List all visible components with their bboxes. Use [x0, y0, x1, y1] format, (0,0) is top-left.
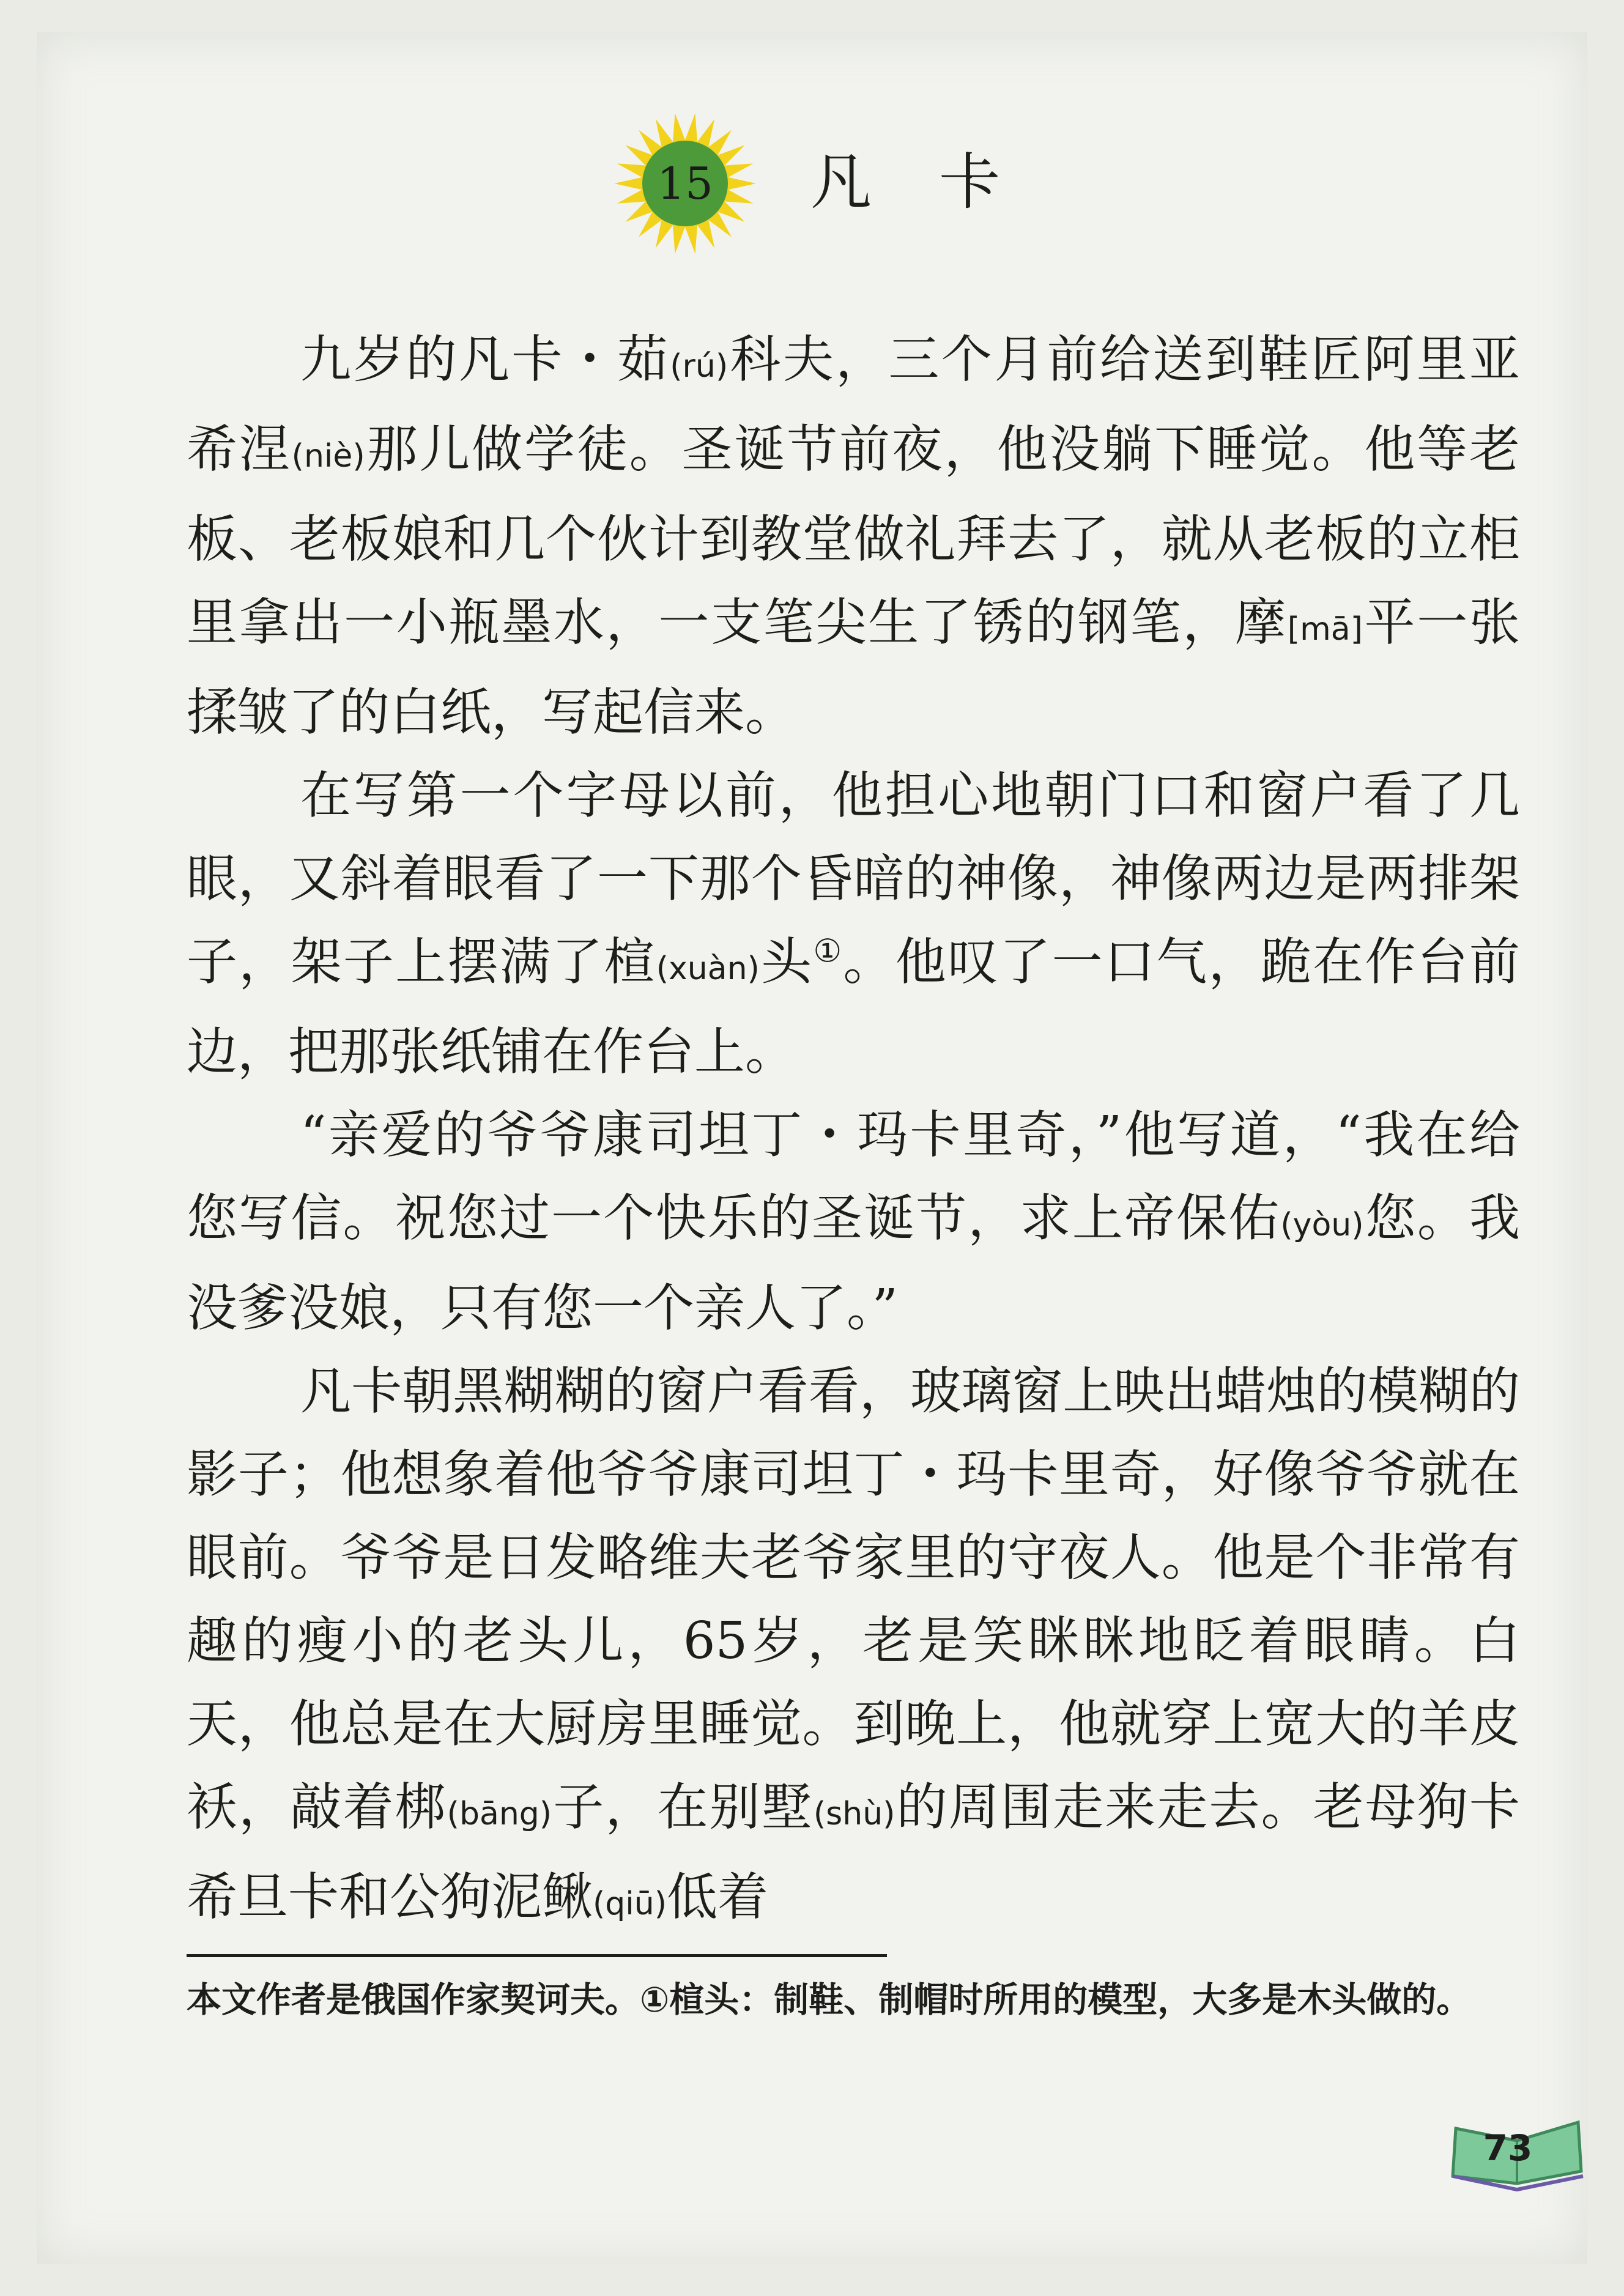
paragraph: [187, 318, 1520, 754]
text-run: 那儿做学徒。圣诞节前夜，他没躺下睡觉。他等老板、老板娘和几个伙计到教堂做礼拜去了，就从老板的立柜里拿出一小瓶墨水，一支笔尖生了锈的钢笔，摩: [187, 420, 1521, 652]
text-run: 在写第一个字母以前，他担心地朝门口和窗户看了几眼，又斜着眼看了一下那个昏暗的神像，神像两边是两排架子，架子上摆满了楦: [187, 766, 1520, 991]
body-text: [187, 318, 1520, 1946]
text-run: 头: [759, 932, 814, 991]
text-run: 平一张揉皱了的白纸，写起信来。: [187, 593, 1521, 742]
paragraph: [187, 1094, 1520, 1350]
text-run: 九岁的凡卡・茹: [300, 330, 670, 389]
footnote-divider: [187, 1954, 887, 1957]
page-number: 73: [1483, 2127, 1533, 2169]
sunflower-icon: [612, 110, 758, 257]
pinyin-annotation: (rú): [670, 348, 729, 385]
lesson-header: [612, 110, 1101, 257]
text-run: 。他叹了一口气，跪在作台前边，把那张纸铺在作台上。: [187, 932, 1521, 1081]
text-run: 科夫，三个月前给送到鞋匠阿里亚希涅: [187, 330, 1521, 479]
text-run: 凡卡朝黑糊糊的窗户看看，玻璃窗上映出蜡烛的模糊的影子；他想象着他爷爷康司坦丁・玛卡里奇，好像爷爷就在眼前。爷爷是日发略维夫老爷家里的守夜人。他是个非常有趣的瘦小的老头儿，65岁，老是笑眯眯地眨着眼睛。白天，他总是在大厨房里睡觉。到晚上，他就穿上宽大的羊皮袄，敲着梆: [187, 1361, 1520, 1837]
paragraph: [187, 1350, 1520, 1946]
text-run: 低着: [667, 1867, 768, 1927]
text-run: 子，在别墅: [552, 1777, 814, 1837]
pinyin-annotation: (xuàn): [656, 950, 760, 987]
paragraph: [187, 754, 1520, 1094]
footnote: 本文作者是俄国作家契诃夫。①楦头：制鞋、制帽时所用的模型，大多是木头做的。: [187, 1980, 1472, 2020]
pinyin-annotation: (niè): [291, 438, 365, 475]
pinyin-annotation: (qiū): [593, 1886, 667, 1922]
pinyin-annotation: (shù): [813, 1796, 895, 1832]
lesson-number: 15: [657, 158, 713, 209]
text-run: 的周围走来走去。老母狗卡希旦卡和公狗泥鳅: [187, 1777, 1521, 1927]
text-run: “亲爱的爷爷康司坦丁・玛卡里奇，”他写道，“我在给您写信。祝您过一个快乐的圣诞节，求上帝保佑: [187, 1105, 1520, 1248]
text-run: 您。我没爹没娘，只有您一个亲人了。”: [187, 1188, 1520, 1338]
lesson-title: 凡卡: [810, 146, 1067, 218]
pinyin-annotation: (yòu): [1280, 1207, 1364, 1243]
footnote-marker: ①: [813, 933, 844, 970]
pinyin-annotation: [mā]: [1287, 611, 1363, 648]
pinyin-annotation: (bāng): [447, 1796, 552, 1832]
